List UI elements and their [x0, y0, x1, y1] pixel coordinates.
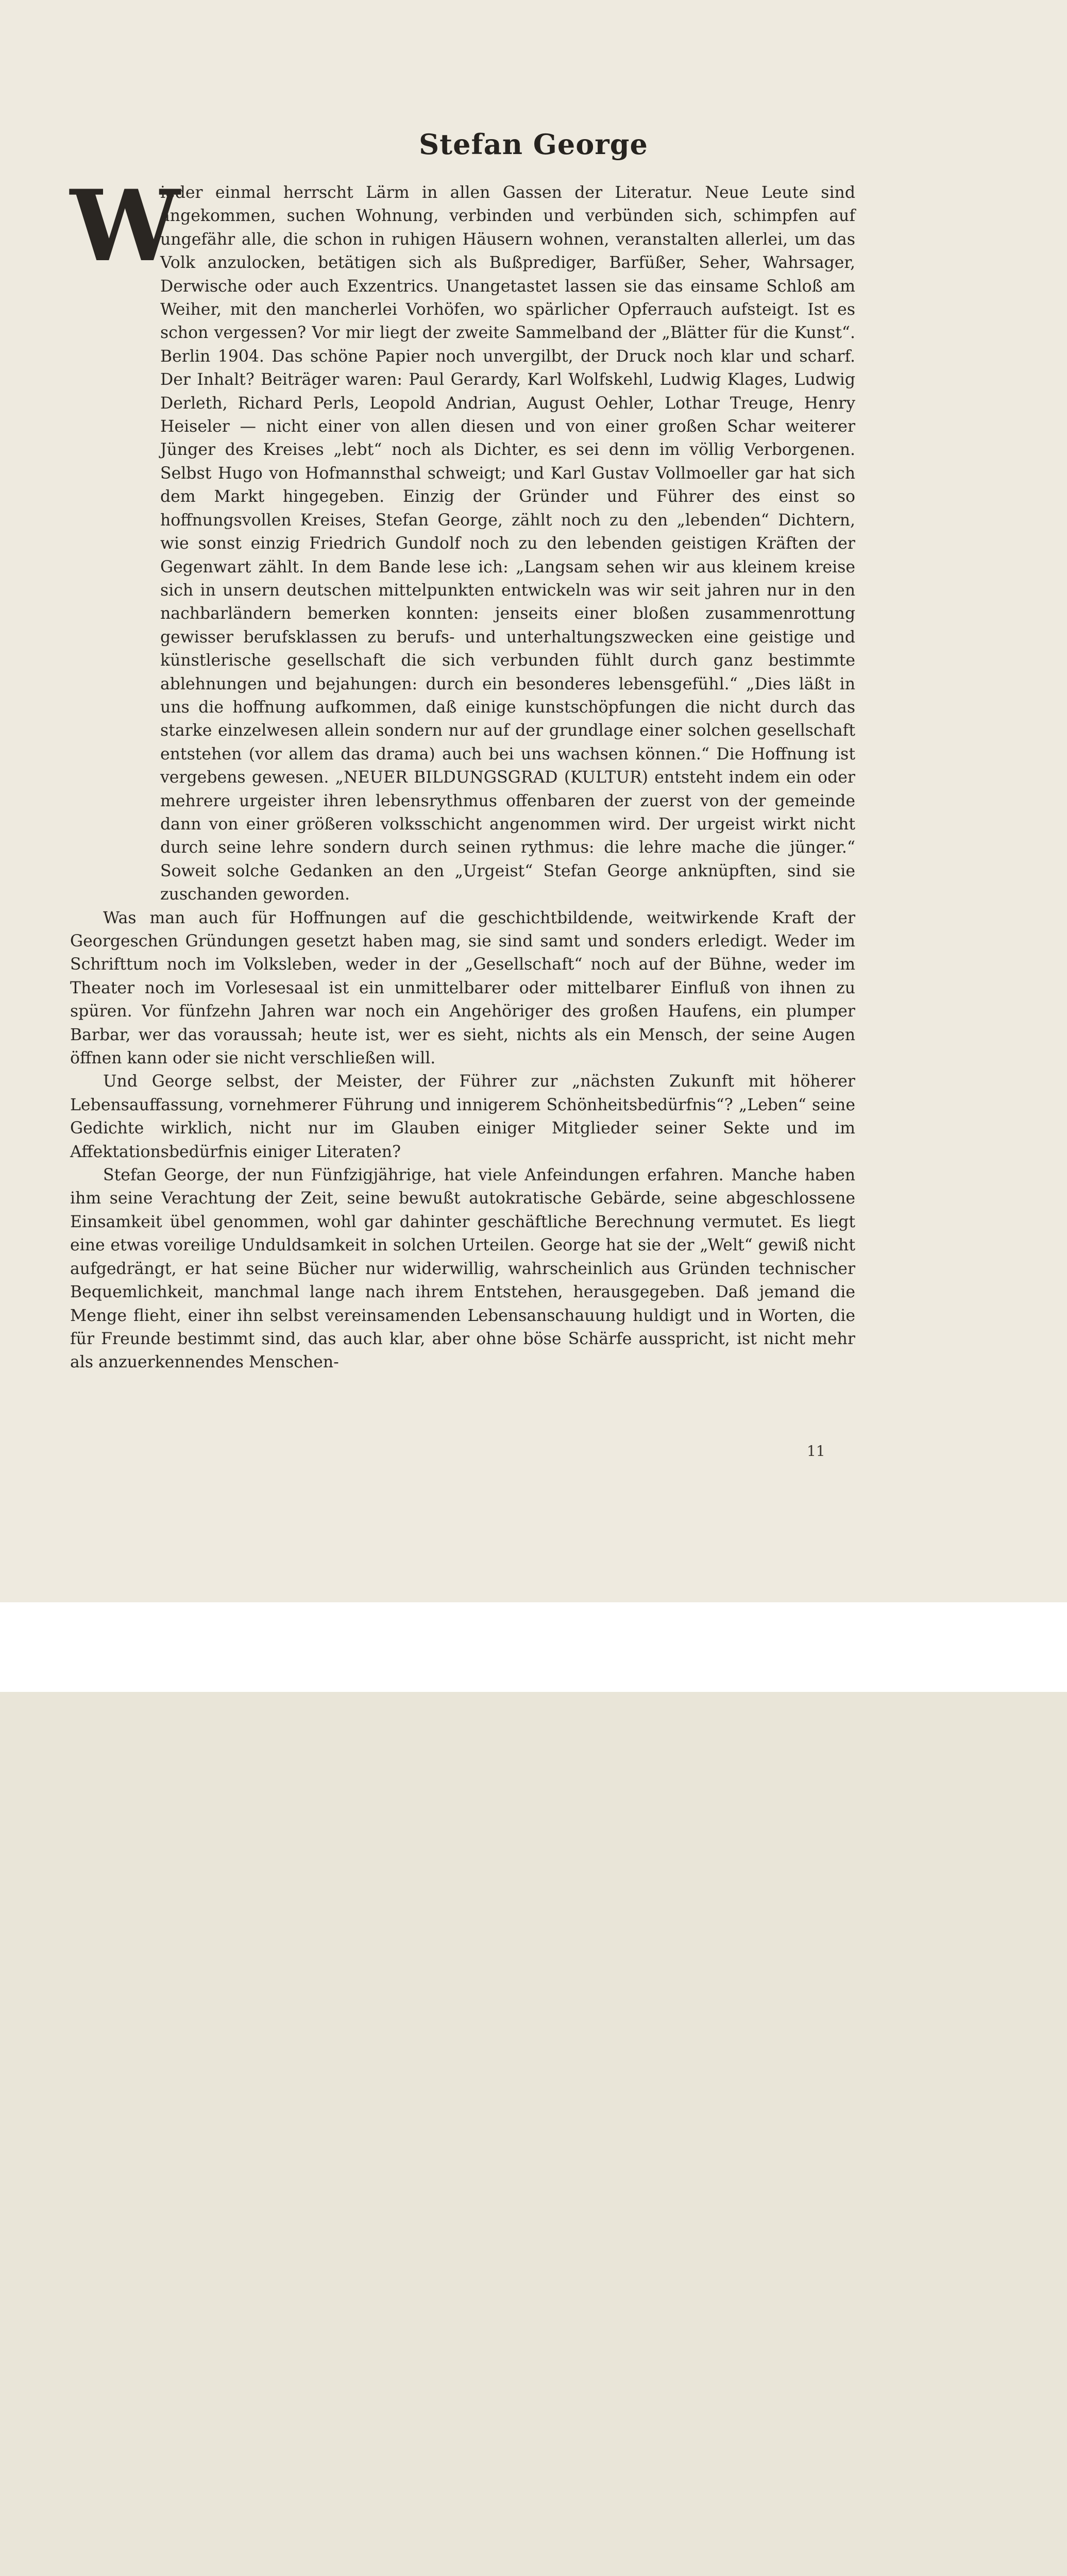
paragraph: Was man auch für Hoffnungen auf die geschichtbildende, weitwirkende Kraft der Georgeschen Gründungen gesetzt haben mag, sie sind samt und sonders erledigt. Weder im Schrifttum noch im Volksleben, weder in der „Gesellschaft“ noch auf der Bühne, weder im Theater noch im Vorlesesaal ist ein unmittelbarer oder mittelbarer Einfluß von ihnen zu spüren. Vor fünfzehn Jahren war noch ein Angehöriger des großen Haufens, ein plumper Barbar, wer das voraussah; heute ist, wer es sieht, nichts als ein Mensch, der seine Augen öffnen kann oder sie nicht verschließen will. [70, 908, 855, 1068]
article-body [70, 181, 855, 1375]
paragraph: ieder einmal herrscht Lärm in allen Gassen der Literatur. Neue Leute sind angekommen, suchen Wohnung, verbinden und verbünden sich, schimpfen auf ungefähr alle, die schon in ruhigen Häusern wohnen, veranstalten allerlei, um das Volk anzulocken, betätigen sich als Bußprediger, Barfüßer, Seher, Wahrsager, Derwische oder auch Exzentrics. Unangetastet lassen sie das einsame Schloß am Weiher, mit den mancherlei Vorhöfen, wo spärlicher Opferrauch aufsteigt. Ist es schon vergessen? Vor mir liegt der zweite Sammelband der „Blätter für die Kunst“. Berlin 1904. Das schöne Papier noch unvergilbt, der Druck noch klar und scharf. Der Inhalt? Beiträger waren: Paul Gerardy, Karl Wolfskehl, Ludwig Klages, Ludwig Derleth, Richard Perls, Leopold Andrian, August Oehler, Lothar Treuge, Henry Heiseler — nicht einer von allen diesen und von einer großen Schar weiterer Jünger des Kreises „lebt“ noch als Dichter, es sei denn im völlig Verborgenen. Selbst Hugo von Hofmannsthal schweigt; und Karl Gustav Vollmoeller gar hat sich dem Markt hingegeben. Einzig der Gründer und Führer des einst so hoffnungsvollen Kreises, Stefan George, zählt noch zu den „lebenden“ Dichtern, wie sonst einzig Friedrich Gundolf noch zu den lebenden geistigen Kräften der Gegenwart zählt. In dem Bande lese ich: „Langsam sehen wir aus kleinem kreise sich in unsern deutschen mittelpunkten entwickeln was wir seit jahren nur in den nachbarländern bemerken konnten: jenseits einer bloßen zusammenrottung gewisser berufsklassen zu berufs- und unterhaltungszwecken eine geistige und künstlerische gesellschaft die sich verbunden fühlt durch ganz bestimmte ablehnungen und bejahungen: durch ein besonderes lebensgefühl.“ „Dies läßt in uns die hoffnung aufkommen, daß einige kunstschöpfungen die nicht durch das starke einzelwesen allein sondern nur auf der grundlage einer solchen gesellschaft entstehen (vor allem das drama) auch bei uns wachsen können.“ Die Hoffnung ist vergebens gewesen. „NEUER BILDUNGSGRAD (KULTUR) entsteht indem ein oder mehrere urgeister ihren lebensrythmus offenbaren der zuerst von der gemeinde dann von einer größeren volksschicht angenommen wird. Der urgeist wirkt nicht durch seine lehre sondern durch seinen rythmus: die lehre mache die jünger.“ Soweit solche Gedanken an den „Urgeist“ Stefan George anknüpften, sind sie zuschanden geworden. [160, 183, 855, 904]
paragraph: Stefan George, der nun Fünfzigjährige, hat viele Anfeindungen erfahren. Manche haben ihm seine Verachtung der Zeit, seine bewußt autokratische Gebärde, seine abgeschlossene Einsamkeit übel genommen, wohl gar dahinter geschäftliche Berechnung vermutet. Es liegt eine etwas voreilige Unduldsamkeit in solchen Urteilen. George hat sie der „Welt“ gewiß nicht aufgedrängt, er hat seine Bücher nur widerwillig, wahrscheinlich aus Gründen technischer Bequemlichkeit, manchmal lange nach ihrem Entstehen, herausgegeben. Daß jemand die Menge flieht, einer ihn selbst vereinsamenden Lebensanschauung huldigt und in Worten, die für Freunde bestimmt sind, das auch klar, aber ohne böse Schärfe ausspricht, ist nicht mehr als anzuerkennendes Menschen- [70, 1166, 855, 1372]
article-title: Stefan George [419, 128, 648, 161]
paragraph: Und George selbst, der Meister, der Führer zur „nächsten Zukunft mit höherer Lebensauffassung, vornehmerer Führung und innigerem Schönheitsbedürfnis“? „Leben“ seine Gedichte wirklich, nicht nur im Glauben einiger Mitglieder seiner Sekte und im Affektationsbedürfnis einiger Literaten? [70, 1072, 855, 1161]
drop-cap: W [70, 168, 180, 283]
digitization-footer [0, 1602, 1067, 1692]
page-number: 11 [807, 1443, 825, 1460]
